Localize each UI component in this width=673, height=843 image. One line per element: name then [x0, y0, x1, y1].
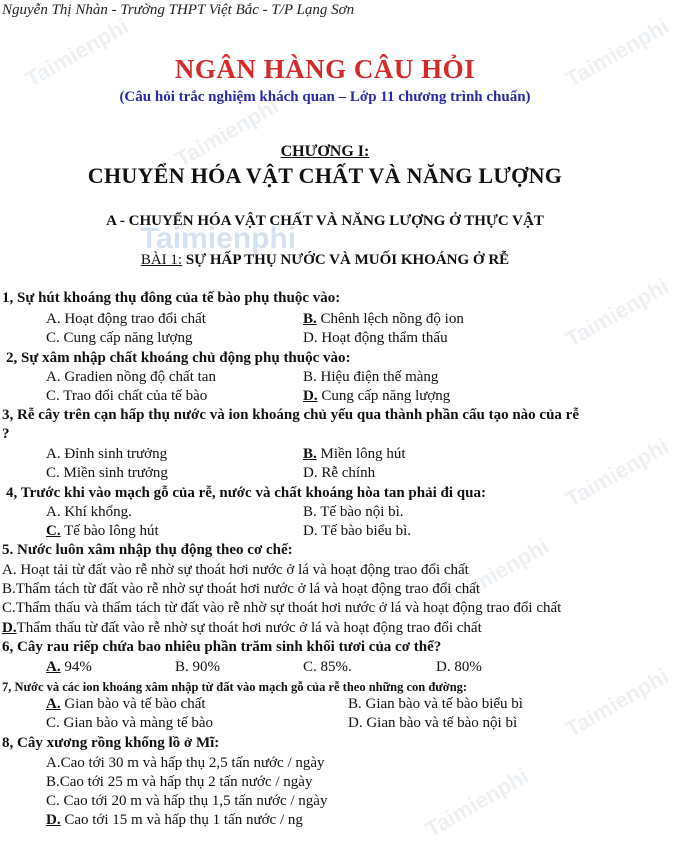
option: A. Hoạt động trao đổi chất	[46, 311, 206, 327]
option: A. Đỉnh sinh trưởng	[46, 446, 168, 462]
question-2: 2, Sự xâm nhập chất khoáng chủ động phụ thuộc vào:	[6, 350, 351, 366]
watermark: Taimienphi	[21, 13, 133, 93]
lesson-heading	[0, 252, 650, 269]
question-3-cont: ?	[2, 426, 10, 442]
watermark: Taimienphi	[441, 533, 553, 613]
option: D. Tế bào biểu bì.	[303, 523, 412, 539]
chapter-title: CHUYỂN HÓA VẬT CHẤT VÀ NĂNG LƯỢNG	[87, 163, 563, 188]
option: C. 85%.	[303, 659, 352, 675]
question-7: 7, Nước và các ion khoáng xâm nhập từ đất vào mạch gỗ của rễ theo những con đường:	[2, 680, 468, 694]
option-correct: D. Cao tới 15 m và hấp thụ 1 tấn nước / ng	[46, 812, 303, 828]
option: A.Cao tới 30 m và hấp thụ 2,5 tấn nước / ngày	[46, 755, 325, 771]
section-heading: A - CHUYỂN HÓA VẬT CHẤT VÀ NĂNG LƯỢNG Ở THỰC VẬT	[106, 213, 544, 229]
option: C. Cao tới 20 m và hấp thụ 1,5 tấn nước / ngày	[46, 793, 328, 809]
watermark: Taimienphi	[171, 93, 283, 173]
watermark-logo: Taimienphi	[140, 222, 297, 255]
option: A. Hoạt tải từ đất vào rễ nhờ sự thoát hơi nước ở lá và hoạt động trao đổi chất	[2, 562, 469, 578]
watermark: Taimienphi	[561, 663, 673, 743]
option: D. Gian bào và tế bào nội bì	[348, 715, 518, 731]
watermark: Taimienphi	[421, 763, 533, 843]
option: D. 80%	[436, 659, 482, 675]
option: D. Rễ chính	[303, 465, 376, 481]
question-1: 1, Sự hút khoáng thụ đông của tế bào phụ thuộc vào:	[2, 290, 341, 306]
option-correct: D.Thẩm thấu từ đất vào rễ nhờ sự thoát hơi nước ở lá và hoạt động trao đổi chất	[2, 620, 482, 636]
option: C. Trao đổi chất của tế bào	[46, 388, 208, 404]
lesson-title: SỰ HẤP THỤ NƯỚC VÀ MUỐI KHOÁNG Ở RỄ	[185, 252, 510, 268]
page-title: NGÂN HÀNG CÂU HỎI	[174, 54, 476, 84]
page-subtitle: (Câu hỏi trắc nghiệm khách quan – Lớp 11 chương trình chuẩn)	[119, 89, 531, 105]
option-correct: D. Cung cấp năng lượng	[303, 388, 451, 404]
option: B. Tế bào nội bì.	[303, 504, 404, 520]
question-4: 4, Trước khi vào mạch gỗ của rễ, nước và chất khoáng hòa tan phải đi qua:	[6, 485, 486, 501]
option-correct: C. Tế bào lông hút	[46, 523, 159, 539]
option-correct: A. 94%	[46, 659, 92, 675]
option: B. Hiệu điện thế màng	[303, 369, 439, 385]
option: C. Gian bào và màng tế bào	[46, 715, 214, 731]
question-8: 8, Cây xương rồng khổng lồ ở Mĩ:	[2, 735, 220, 751]
option-correct: B. Chênh lệch nồng độ ion	[303, 311, 464, 327]
watermark: Taimienphi	[561, 273, 673, 353]
option: C.Thẩm thấu và thẩm tách từ đất vào rễ nhờ sự thoát hơi nước ở lá và hoạt động trao đổi chất	[2, 600, 562, 616]
watermark: Taimienphi	[561, 13, 673, 93]
option: B. Gian bào và tế bào biểu bì	[348, 696, 523, 712]
lesson-prefix: BÀI 1:	[140, 252, 183, 268]
page-header: Nguyễn Thị Nhàn - Trường THPT Việt Bắc - T/P Lạng Sơn	[2, 2, 355, 18]
chapter-label: CHƯƠNG I:	[280, 143, 370, 160]
question-3: 3, Rễ cây trên cạn hấp thụ nước và ion khoáng chủ yếu qua thành phần cấu tạo nào của rễ	[2, 407, 579, 423]
question-6: 6, Cây rau riếp chứa bao nhiêu phần trăm sinh khối tươi của cơ thể?	[2, 639, 442, 655]
option: C. Miền sinh trưởng	[46, 465, 168, 481]
option: A. Gradien nồng độ chất tan	[46, 369, 216, 385]
option: C. Cung cấp năng lượng	[46, 330, 193, 346]
question-5: 5. Nước luôn xâm nhập thụ động theo cơ chế:	[2, 542, 293, 558]
option: B. 90%	[175, 659, 221, 675]
option: B.Cao tới 25 m và hấp thụ 2 tấn nước / ngày	[46, 774, 313, 790]
option-correct: B. Miền lông hút	[303, 446, 406, 462]
option-correct: A. Gian bào và tế bào chất	[46, 696, 206, 712]
option: A. Khí khổng.	[46, 504, 132, 520]
option: B.Thẩm tách từ đất vào rễ nhờ sự thoát hơi nước ở lá và hoạt động trao đổi chất	[2, 581, 481, 597]
option: D. Hoạt động thẩm thấu	[303, 330, 448, 346]
watermark: Taimienphi	[561, 433, 673, 513]
